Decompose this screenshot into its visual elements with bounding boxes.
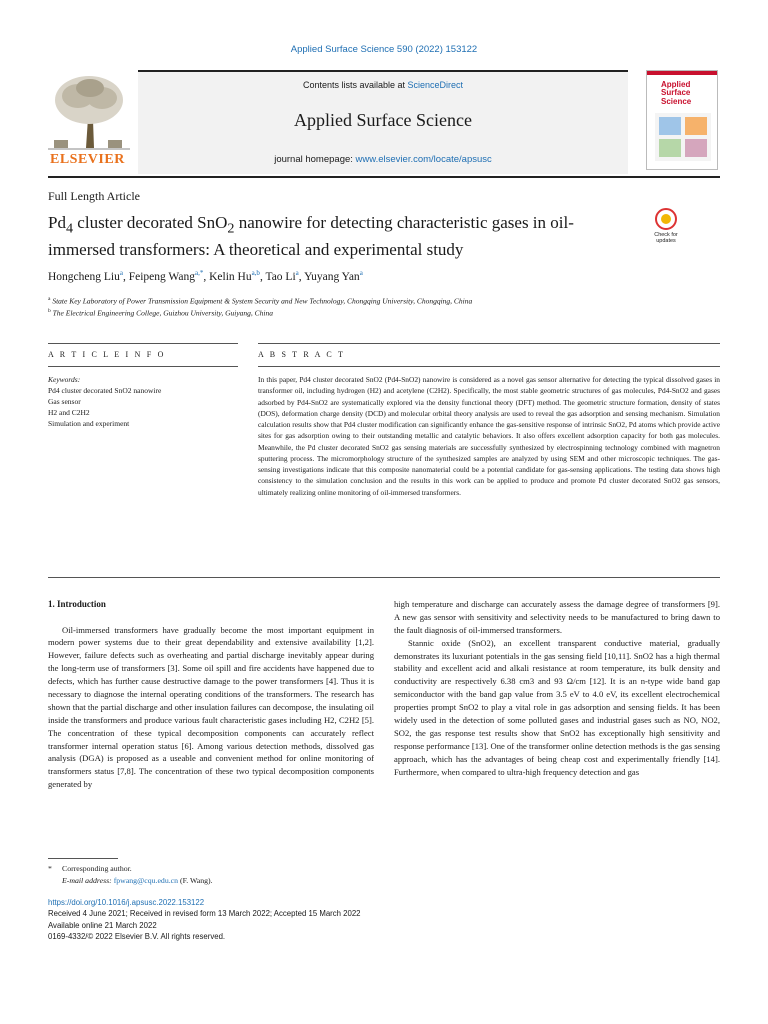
footnotes — [48, 863, 213, 888]
keyword-item[interactable]: Gas sensor — [48, 397, 81, 407]
affiliations — [48, 295, 472, 319]
email-label: E-mail address: — [62, 876, 114, 886]
cover-artwork-icon — [655, 113, 711, 161]
masthead — [48, 70, 720, 174]
author-affiliation-mark[interactable]: a — [295, 269, 299, 277]
header-divider — [48, 176, 720, 178]
author-list — [48, 269, 363, 283]
publication-info — [48, 897, 361, 942]
author-separator: , — [203, 270, 210, 283]
cover-title-line2: Surface Science — [661, 88, 692, 106]
journal-name: Applied Surface Science — [294, 110, 472, 130]
introduction-paragraph: Oil-immersed transformers have gradually become the most important equipment in modern power systems due to their great dependability and extensive availability [1,2]. However, failure defects such as overheating and partial discharge inevitably appear during the long-term use of transformers [3]. Some oil spill and fire accidents have happened due to defects, which has further cause destructive damage to the power transformers [4]. Thus it is necessary to diagnose the internal operating conditions of the transformers. The research has shown that the partial discharge and other insulation failures can decompose, the insulating oil inside the transformers and produce various fault characteristic gases including H2, C2H2 [5]. The concentration of these typical decomposition components can accurately reflect transformer internal operation status [6]. Among various detection methods, dissolved gas analysis (DGA) is proposed as a useable and convenient method for online monitoring of transformers status [7,8]. The concentration of these two typical decomposition components generated by — [48, 624, 374, 790]
affiliation-b — [48, 307, 472, 319]
abstract-rule — [258, 343, 720, 344]
masthead-banner — [138, 70, 628, 174]
homepage-prefix: journal homepage: — [274, 154, 356, 165]
check-updates-icon — [655, 208, 677, 230]
badge-line: updates — [656, 238, 676, 245]
author-name[interactable]: Yuyang Yan — [304, 270, 360, 283]
introduction-paragraph: high temperature and discharge can accurately assess the damage degree of transformers [9]. A new gas sensor with sensitivity and selectivity needs to be manufactured to bring dawn to the fault diagnosis of oil-immersed transformers. — [394, 599, 720, 635]
keyword-item[interactable]: Pd4 cluster decorated SnO2 nanowire — [48, 386, 162, 396]
sciencedirect-link[interactable]: ScienceDirect — [407, 80, 464, 90]
affiliation-text: The Electrical Engineering College, Guizhou University, Guiyang, China — [52, 308, 274, 318]
keyword-item[interactable]: Simulation and experiment — [48, 419, 130, 429]
journal-cover-thumbnail[interactable] — [646, 70, 718, 170]
article-info-rule-lower — [48, 366, 238, 367]
badge-line: Check for — [654, 232, 678, 238]
abstract-heading: A B S T R A C T — [258, 350, 346, 359]
author-name[interactable]: Hongcheng Liu — [48, 270, 120, 283]
author-separator: , — [298, 270, 305, 283]
author-separator: , — [259, 270, 266, 283]
author-affiliation-mark[interactable]: a — [359, 269, 363, 277]
title-part: cluster decorated SnO — [73, 213, 228, 232]
cover-bar — [647, 71, 717, 75]
corresponding-author-note — [48, 863, 213, 875]
author-name[interactable]: Kelin Hu — [209, 270, 252, 283]
abstract-rule-lower — [258, 366, 720, 367]
email-link[interactable]: fpwang@cqu.edu.cn — [113, 876, 179, 886]
introduction-paragraph: Stannic oxide (SnO2), an excellent transparent conductive material, gradually demonstrates its luxuriant potentials in the gas sensing field [10,11]. SnO2 has a high thermal stability and excellent acid and alkali resistance at room temperature, its bulk density and conductivity are respectively 6.38 cm3 and 93 Ω/cm [12]. It is an n-type wide band gap semiconductor with the band gap value from 3.5 eV to 4.0 eV, its excellent electrochemical properties prompt SnO2 to play a vital role in gas adsorption and sensing fields. It has been widely used in the detection of some polluted gases and industrial gases such as NO, NO2, SO2, the gas response test results show that SnO2 has exceptionally high sensitivity and response performance [13]. One of the transformer online detection methods is the gas sensing approach, which has the advantages of being cheap cost and experimentally friendly [14]. Furthermore, when compared to ultra-high frequency detection and gas — [394, 637, 720, 777]
keywords-block — [48, 374, 238, 429]
footnote-mark: * — [48, 864, 52, 873]
email-suffix: (F. Wang). — [178, 876, 213, 886]
cover-title-line1: Applied — [661, 80, 691, 89]
footnote-divider — [48, 858, 118, 859]
article-info-heading: A R T I C L E I N F O — [48, 350, 166, 359]
author-affiliation-mark[interactable]: a,* — [194, 269, 204, 277]
badge-text — [648, 232, 684, 244]
received-dates: Received 4 June 2021; Received in revised form 13 March 2022; Accepted 15 March 2022 — [48, 909, 361, 919]
keyword-item[interactable]: H2 and C2H2 — [48, 408, 90, 418]
title-subscript: 2 — [227, 220, 235, 237]
cover-title — [661, 81, 717, 106]
author-affiliation-mark[interactable]: a,b — [251, 269, 260, 277]
copyright: 0169-4332/© 2022 Elsevier B.V. All rights reserved. — [48, 931, 226, 941]
article-title — [48, 212, 628, 261]
doi-link[interactable]: https://doi.org/10.1016/j.apsusc.2022.153122 — [48, 898, 205, 907]
journal-homepage-link[interactable]: www.elsevier.com/locate/apsusc — [355, 154, 492, 165]
author-name[interactable]: Feipeng Wang — [128, 270, 195, 283]
title-part: nanowire for detecting characteristic gases in oil-immersed transformers: A theoretical and experimental study — [48, 213, 574, 259]
contents-prefix: Contents lists available at — [302, 80, 408, 90]
available-online: Available online 21 March 2022 — [48, 920, 157, 930]
contents-line — [138, 80, 628, 90]
author-affiliation-mark[interactable]: a — [119, 269, 123, 277]
keywords-label: Keywords: — [48, 375, 81, 384]
body-column-right — [394, 598, 720, 778]
publisher-name: ELSEVIER — [50, 152, 125, 167]
title-part: Pd — [48, 213, 66, 232]
article-type: Full Length Article — [48, 189, 140, 203]
affiliation-mark: a — [48, 296, 51, 302]
author-name[interactable]: Tao Li — [265, 270, 296, 283]
body-column-left — [48, 598, 374, 791]
journal-reference[interactable]: Applied Surface Science 590 (2022) 153122 — [290, 44, 478, 55]
check-for-updates-badge[interactable] — [648, 208, 684, 244]
abstract-text: In this paper, Pd4 cluster decorated SnO2 (Pd4-SnO2) nanowire is considered as a novel gas sensor alternative for detecting the typical dissolved gases in transformer oil, including hydrogen (H2) and acetylene (C2H2). Specifically, the most stable geometric structures of gas molecules, Pd4-SnO2 and gases adsorbed by Pd4-SnO2 are systematically explored via the density functional theory (DFT) method. The geometric structure formation, density of states (DOS), deformation charge density (DCD) and molecular orbital theory analysis are used to reveal the gas adsorption and sensing mechanism. Simulation calculation results show that Pd4 cluster modification can significantly enhance the gas-sensitive response of intrinsic SnO2, Pd atoms which provide active sites for gas adsorption owing to their outstanding metallic and catalytic behaviors. It also offers excellent adsorption capacity for both gas molecules. Meanwhile, the Pd cluster decorated SnO2 gas sensing materials are successfully synthesized by electrospinning technology combined with magnetron sputtering process. The micromorphology structure of the synthesized samples are analyzed by using SEM and other microscopic techniques. The gas-sensing investigations indicate that this composite nanomaterial could be a potential candidate for gas-sensing applications. The testing data shows high consistency to the simulation conclusion and the results in this work can be applied to produce and promote Pd cluster decorated SnO2 gas sensors, ultimately realizing online monitoring of oil-immersed transformers. — [258, 375, 720, 497]
author-separator: , — [122, 270, 129, 283]
email-note — [48, 875, 213, 887]
body-divider — [48, 577, 720, 578]
corresponding-author-text: Corresponding author. — [62, 864, 132, 873]
affiliation-text: State Key Laboratory of Power Transmission Equipment & System Security and New Technology, Chongqing University, Chongqing, China — [52, 296, 473, 306]
affiliation-mark: b — [48, 308, 51, 315]
article-info-rule — [48, 343, 238, 344]
affiliation-a — [48, 295, 472, 307]
homepage-line — [138, 154, 628, 165]
title-subscript: 4 — [65, 220, 74, 237]
introduction-heading: 1. Introduction — [48, 599, 106, 609]
